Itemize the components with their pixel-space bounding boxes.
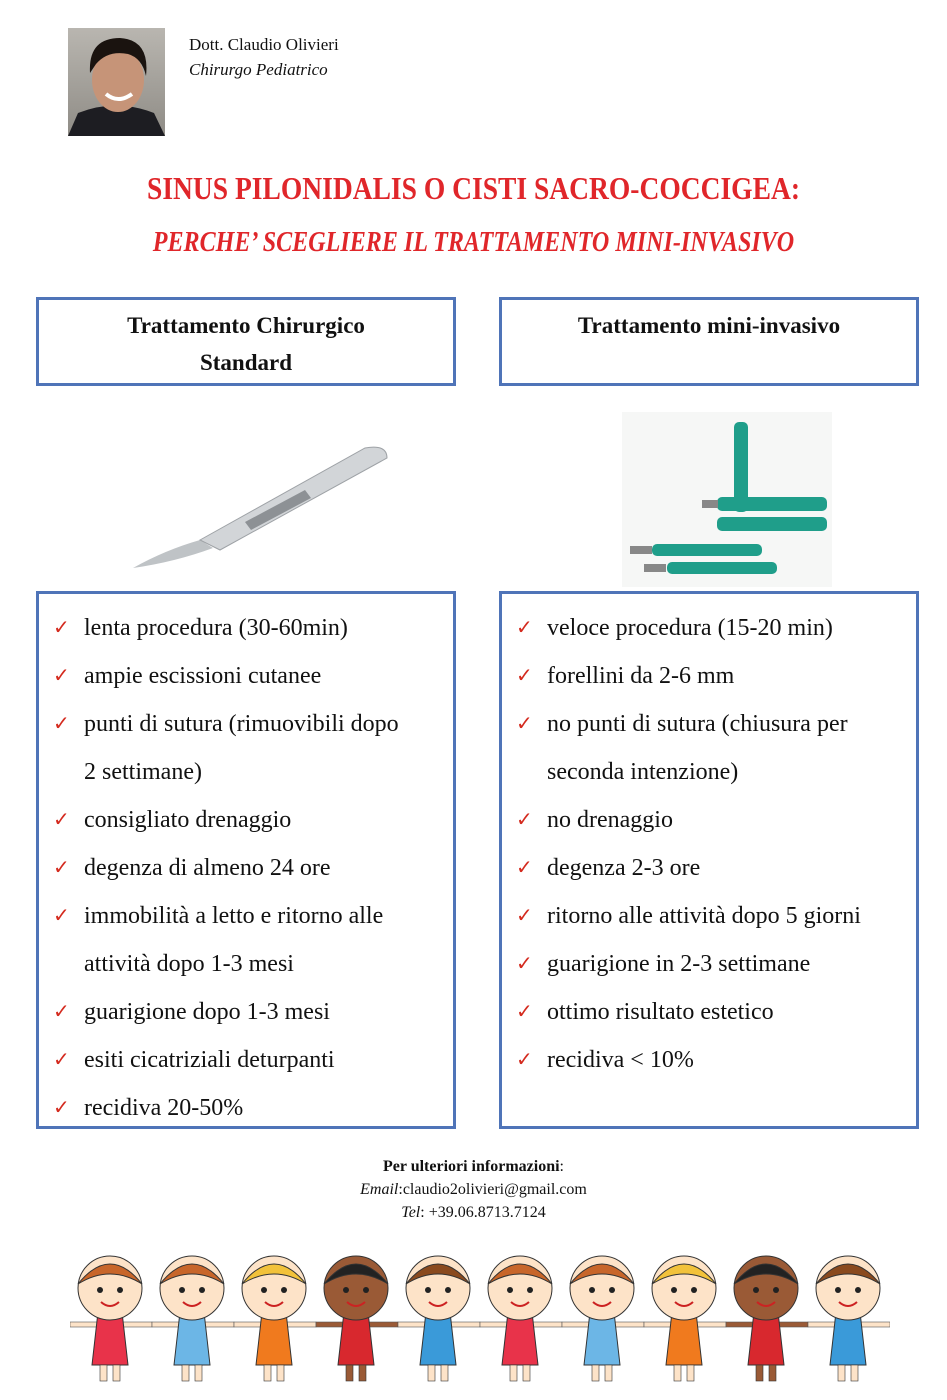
standard-heading-box bbox=[36, 297, 456, 386]
child-figure bbox=[808, 1256, 890, 1381]
list-item: ✓ degenza 2-3 ore bbox=[516, 844, 916, 892]
child-figure bbox=[480, 1256, 562, 1381]
check-icon: ✓ bbox=[516, 1001, 533, 1023]
check-icon: ✓ bbox=[53, 617, 70, 639]
list-item: ✓ recidiva 20-50% bbox=[53, 1084, 453, 1132]
list-item: ✓ ampie escissioni cutanee bbox=[53, 652, 453, 700]
biopsy-punch-image bbox=[622, 412, 832, 587]
list-item: ✓ consigliato drenaggio bbox=[53, 796, 453, 844]
check-icon: ✓ bbox=[516, 665, 533, 687]
list-item: ✓ lenta procedura (30-60min) bbox=[53, 604, 453, 652]
tel-number: +39.06.8713.7124 bbox=[428, 1204, 546, 1221]
check-icon: ✓ bbox=[53, 809, 70, 831]
contact-footer: Per ulteriori informazioni: Email:claudio2olivieri@gmail.com Tel: +39.06.8713.7124 bbox=[360, 1158, 587, 1221]
child-figure bbox=[234, 1256, 316, 1381]
check-icon: ✓ bbox=[53, 713, 70, 735]
check-icon: ✓ bbox=[53, 857, 70, 879]
list-item: ✓ guarigione dopo 1-3 mesi bbox=[53, 988, 453, 1036]
mini-invasive-heading: Trattamento mini-invasivo bbox=[577, 313, 841, 338]
tel-label: Tel bbox=[401, 1204, 421, 1221]
check-icon: ✓ bbox=[53, 1001, 70, 1023]
list-item: ✓ esiti cicatriziali deturpanti bbox=[53, 1036, 453, 1084]
list-item: ✓ no drenaggio bbox=[516, 796, 916, 844]
list-item: ✓ guarigione in 2-3 settimane bbox=[516, 940, 916, 988]
child-figure bbox=[398, 1256, 480, 1381]
standard-heading: Trattamento Chirurgico Standard bbox=[127, 313, 365, 375]
list-item: ✓ recidiva < 10% bbox=[516, 1036, 916, 1084]
child-figure bbox=[70, 1256, 152, 1381]
list-item: ✓ degenza di almeno 24 ore bbox=[53, 844, 453, 892]
check-icon: ✓ bbox=[516, 1049, 533, 1071]
email-link[interactable]: claudio2olivieri@gmail.com bbox=[402, 1181, 587, 1198]
standard-treatment-list bbox=[36, 591, 456, 1129]
check-icon: ✓ bbox=[516, 953, 533, 975]
list-item: ✓ no punti di sutura (chiusura per seconda intenzione) bbox=[516, 700, 916, 796]
check-icon: ✓ bbox=[516, 857, 533, 879]
check-icon: ✓ bbox=[516, 905, 533, 927]
list-item: ✓ veloce procedura (15-20 min) bbox=[516, 604, 916, 652]
mini-invasive-treatment-list bbox=[499, 591, 919, 1129]
check-icon: ✓ bbox=[53, 665, 70, 687]
check-icon: ✓ bbox=[516, 809, 533, 831]
child-figure bbox=[562, 1256, 644, 1381]
email-label: Email bbox=[360, 1181, 399, 1198]
doctor-role: Chirurgo Pediatrico bbox=[189, 60, 328, 79]
children-illustration bbox=[70, 1250, 890, 1390]
child-figure bbox=[644, 1256, 726, 1381]
check-icon: ✓ bbox=[53, 1097, 70, 1119]
list-item: ✓ punti di sutura (rimuovibili dopo 2 settimane) bbox=[53, 700, 453, 796]
child-figure bbox=[152, 1256, 234, 1381]
check-icon: ✓ bbox=[53, 1049, 70, 1071]
doctor-photo bbox=[68, 28, 165, 136]
scalpel-image bbox=[125, 440, 395, 580]
subtitle: PERCHE’ SCEGLIERE IL TRATTAMENTO MINI-INVASIVO bbox=[152, 227, 795, 258]
child-figure bbox=[316, 1256, 398, 1381]
check-icon: ✓ bbox=[516, 617, 533, 639]
doctor-name: Dott. Claudio Olivieri bbox=[189, 35, 339, 54]
main-title: SINUS PILONIDALIS O CISTI SACRO-COCCIGEA: bbox=[147, 170, 800, 206]
check-icon: ✓ bbox=[516, 713, 533, 735]
mini-invasive-heading-box bbox=[499, 297, 919, 386]
child-figure bbox=[726, 1256, 808, 1381]
list-item: ✓ ottimo risultato estetico bbox=[516, 988, 916, 1036]
list-item: ✓ forellini da 2-6 mm bbox=[516, 652, 916, 700]
list-item: ✓ immobilità a letto e ritorno alle attività dopo 1-3 mesi bbox=[53, 892, 453, 988]
list-item: ✓ ritorno alle attività dopo 5 giorni bbox=[516, 892, 916, 940]
check-icon: ✓ bbox=[53, 905, 70, 927]
contact-heading: Per ulteriori informazioni bbox=[383, 1158, 560, 1175]
